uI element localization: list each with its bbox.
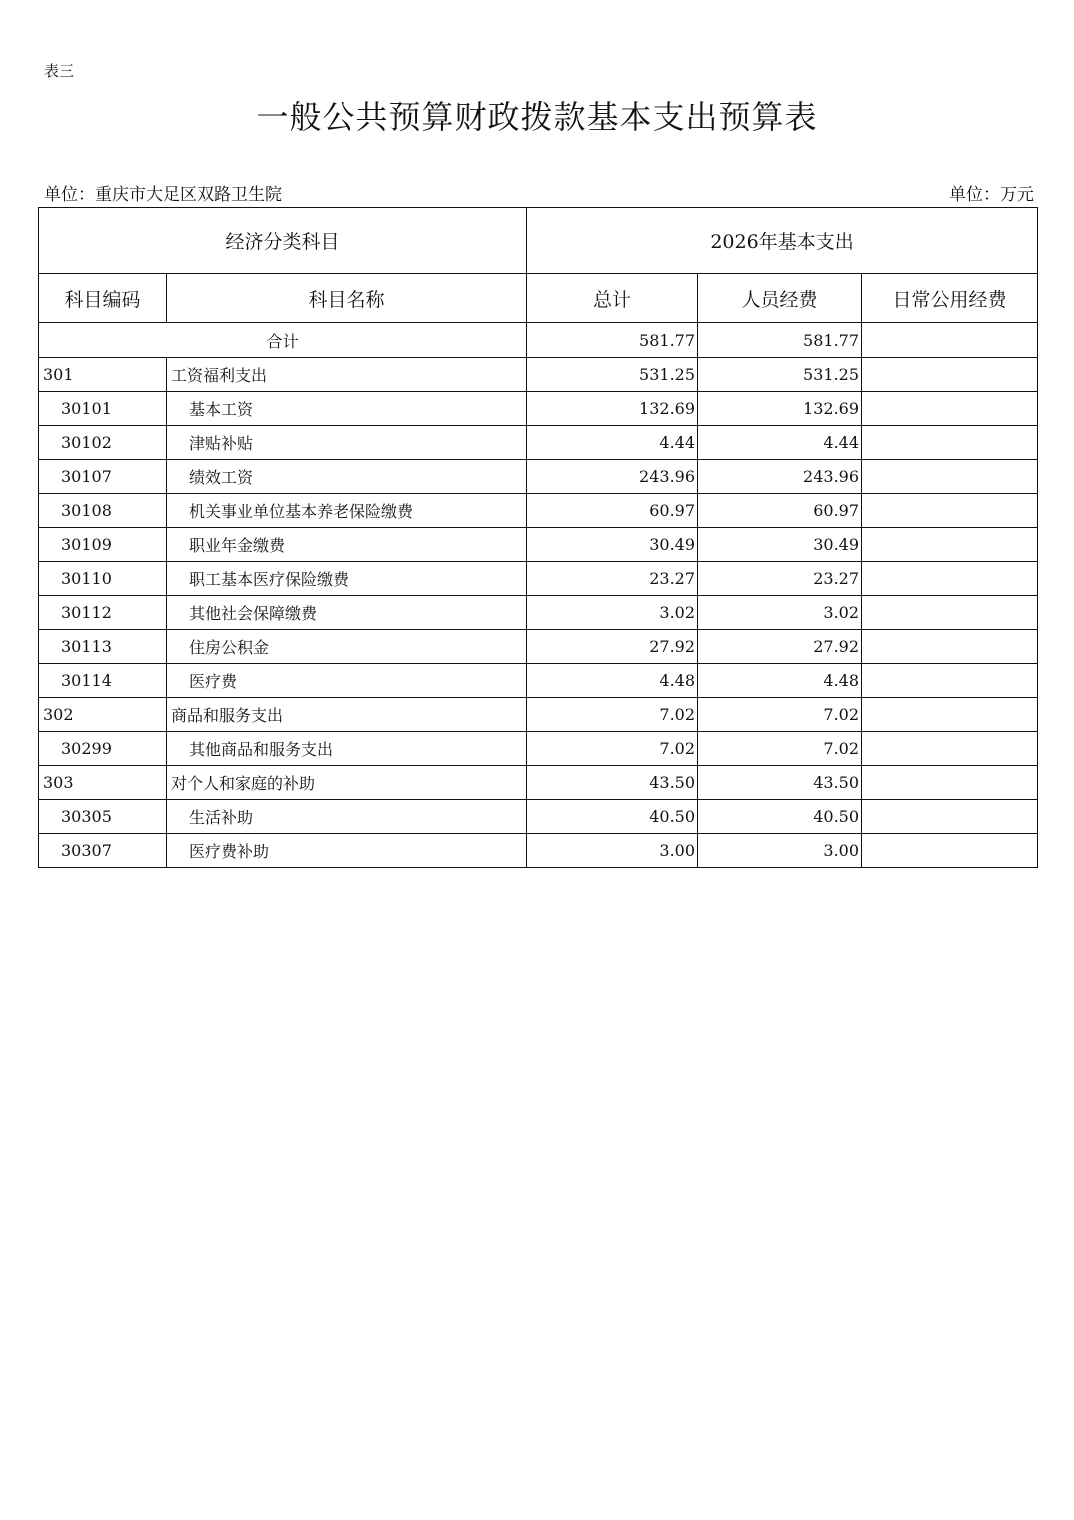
cell-public — [862, 766, 1038, 800]
cell-public — [862, 358, 1038, 392]
unit-organization: 单位：重庆市大足区双路卫生院 — [44, 185, 282, 205]
cell-personnel: 4.44 — [698, 426, 862, 460]
total-row — [39, 323, 1038, 358]
cell-code: 30113 — [39, 630, 167, 664]
cell-public — [862, 698, 1038, 732]
cell-public — [862, 800, 1038, 834]
cell-public — [862, 528, 1038, 562]
cell-code: 30107 — [39, 460, 167, 494]
cell-name: 生活补助 — [167, 800, 527, 834]
cell-total: 60.97 — [527, 494, 698, 528]
cell-total: 7.02 — [527, 732, 698, 766]
cell-total: 4.44 — [527, 426, 698, 460]
table-row — [39, 562, 1038, 596]
cell-personnel: 40.50 — [698, 800, 862, 834]
header-name: 科目名称 — [167, 274, 527, 323]
cell-public — [862, 732, 1038, 766]
cell-personnel: 531.25 — [698, 358, 862, 392]
cell-personnel: 23.27 — [698, 562, 862, 596]
cell-total: 3.02 — [527, 596, 698, 630]
total-personnel: 581.77 — [698, 323, 862, 358]
cell-public — [862, 834, 1038, 868]
cell-code: 30305 — [39, 800, 167, 834]
cell-public — [862, 596, 1038, 630]
table-row — [39, 766, 1038, 800]
table-row — [39, 358, 1038, 392]
total-label: 合计 — [39, 323, 527, 358]
cell-code: 301 — [39, 358, 167, 392]
cell-public — [862, 494, 1038, 528]
table-row — [39, 732, 1038, 766]
cell-personnel: 27.92 — [698, 630, 862, 664]
cell-total: 23.27 — [527, 562, 698, 596]
cell-total: 531.25 — [527, 358, 698, 392]
table-row — [39, 460, 1038, 494]
cell-name: 医疗费 — [167, 664, 527, 698]
cell-code: 30109 — [39, 528, 167, 562]
cell-public — [862, 664, 1038, 698]
cell-code: 30108 — [39, 494, 167, 528]
cell-personnel: 3.02 — [698, 596, 862, 630]
cell-code: 303 — [39, 766, 167, 800]
cell-name: 住房公积金 — [167, 630, 527, 664]
cell-code: 30307 — [39, 834, 167, 868]
cell-personnel: 60.97 — [698, 494, 862, 528]
table-row — [39, 834, 1038, 868]
cell-name: 绩效工资 — [167, 460, 527, 494]
cell-public — [862, 426, 1038, 460]
cell-total: 7.02 — [527, 698, 698, 732]
cell-total: 43.50 — [527, 766, 698, 800]
table-row — [39, 630, 1038, 664]
table-row — [39, 698, 1038, 732]
cell-name: 其他社会保障缴费 — [167, 596, 527, 630]
unit-currency: 单位：万元 — [949, 185, 1034, 205]
cell-name: 职工基本医疗保险缴费 — [167, 562, 527, 596]
budget-table — [38, 207, 1038, 868]
cell-code: 30112 — [39, 596, 167, 630]
table-label: 表三 — [44, 62, 75, 80]
cell-code: 30299 — [39, 732, 167, 766]
cell-code: 30101 — [39, 392, 167, 426]
cell-total: 40.50 — [527, 800, 698, 834]
table-row — [39, 664, 1038, 698]
table-row — [39, 426, 1038, 460]
cell-code: 30102 — [39, 426, 167, 460]
cell-public — [862, 392, 1038, 426]
header-personnel: 人员经费 — [698, 274, 862, 323]
page-title: 一般公共预算财政拨款基本支出预算表 — [256, 98, 818, 136]
table-row — [39, 392, 1038, 426]
cell-name: 基本工资 — [167, 392, 527, 426]
total-total: 581.77 — [527, 323, 698, 358]
header-row-2 — [39, 274, 1038, 323]
cell-personnel: 3.00 — [698, 834, 862, 868]
total-public — [862, 323, 1038, 358]
cell-total: 132.69 — [527, 392, 698, 426]
cell-total: 243.96 — [527, 460, 698, 494]
cell-public — [862, 562, 1038, 596]
cell-code: 30114 — [39, 664, 167, 698]
cell-name: 其他商品和服务支出 — [167, 732, 527, 766]
cell-personnel: 243.96 — [698, 460, 862, 494]
header-econ-category: 经济分类科目 — [39, 208, 527, 274]
cell-total: 3.00 — [527, 834, 698, 868]
table-row — [39, 596, 1038, 630]
table-row — [39, 528, 1038, 562]
cell-public — [862, 460, 1038, 494]
header-code: 科目编码 — [39, 274, 167, 323]
cell-code: 30110 — [39, 562, 167, 596]
cell-public — [862, 630, 1038, 664]
cell-personnel: 4.48 — [698, 664, 862, 698]
cell-name: 职业年金缴费 — [167, 528, 527, 562]
cell-total: 4.48 — [527, 664, 698, 698]
cell-personnel: 132.69 — [698, 392, 862, 426]
table-row — [39, 494, 1038, 528]
cell-name: 商品和服务支出 — [167, 698, 527, 732]
cell-name: 医疗费补助 — [167, 834, 527, 868]
header-row-1 — [39, 208, 1038, 274]
cell-name: 机关事业单位基本养老保险缴费 — [167, 494, 527, 528]
cell-name: 对个人和家庭的补助 — [167, 766, 527, 800]
cell-personnel: 7.02 — [698, 732, 862, 766]
table-row — [39, 800, 1038, 834]
cell-name: 工资福利支出 — [167, 358, 527, 392]
cell-personnel: 7.02 — [698, 698, 862, 732]
header-total: 总计 — [527, 274, 698, 323]
cell-personnel: 43.50 — [698, 766, 862, 800]
cell-name: 津贴补贴 — [167, 426, 527, 460]
header-year-expense: 2026年基本支出 — [527, 208, 1038, 274]
cell-personnel: 30.49 — [698, 528, 862, 562]
header-public: 日常公用经费 — [862, 274, 1038, 323]
cell-code: 302 — [39, 698, 167, 732]
cell-total: 27.92 — [527, 630, 698, 664]
cell-total: 30.49 — [527, 528, 698, 562]
